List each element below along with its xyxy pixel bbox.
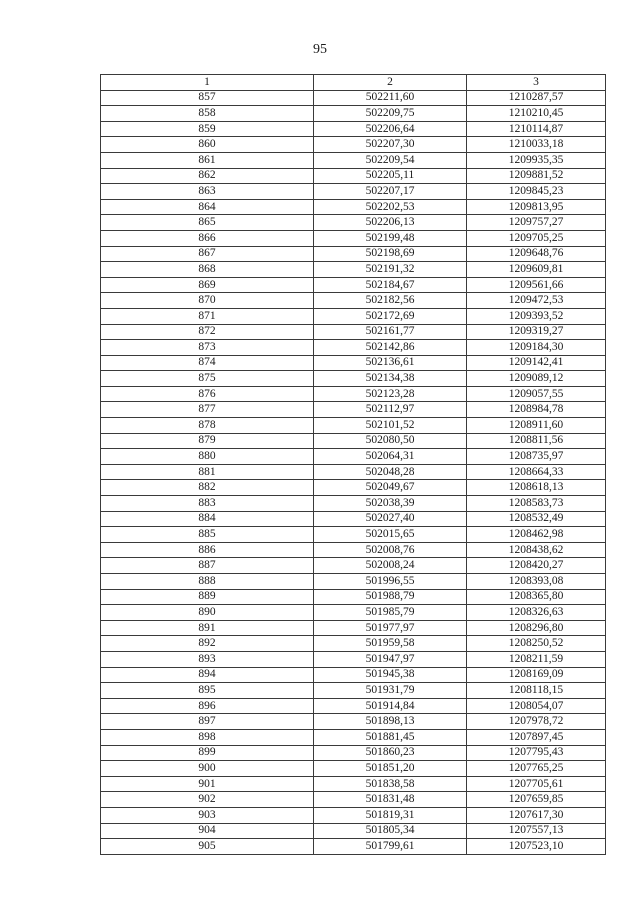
x-coordinate-cell: 501831,48: [314, 792, 467, 808]
point-number-cell: 901: [101, 776, 314, 792]
table-row: [101, 745, 606, 761]
y-coordinate-cell: 1207705,61: [467, 776, 606, 792]
table-row: [101, 324, 606, 340]
x-coordinate-cell: 502209,54: [314, 152, 467, 168]
header-column-3: 3: [467, 75, 606, 91]
y-coordinate-cell: 1208984,78: [467, 402, 606, 418]
y-coordinate-cell: 1208664,33: [467, 464, 606, 480]
y-coordinate-cell: 1209057,55: [467, 386, 606, 402]
x-coordinate-cell: 502008,24: [314, 558, 467, 574]
y-coordinate-cell: 1207557,13: [467, 823, 606, 839]
y-coordinate-cell: 1208296,80: [467, 620, 606, 636]
table-row: [101, 262, 606, 278]
table-row: [101, 433, 606, 449]
y-coordinate-cell: 1208583,73: [467, 496, 606, 512]
point-number-cell: 887: [101, 558, 314, 574]
table-row: [101, 823, 606, 839]
point-number-cell: 903: [101, 807, 314, 823]
y-coordinate-cell: 1208326,63: [467, 605, 606, 621]
x-coordinate-cell: 502184,67: [314, 277, 467, 293]
x-coordinate-cell: 502112,97: [314, 402, 467, 418]
point-number-cell: 870: [101, 293, 314, 309]
header-column-1: 1: [101, 75, 314, 91]
table-row: [101, 137, 606, 153]
table-row: [101, 574, 606, 590]
table-row: [101, 230, 606, 246]
x-coordinate-cell: 501988,79: [314, 589, 467, 605]
header-row: [101, 75, 606, 91]
point-number-cell: 871: [101, 308, 314, 324]
y-coordinate-cell: 1209142,41: [467, 355, 606, 371]
x-coordinate-cell: 502198,69: [314, 246, 467, 262]
table-row: [101, 121, 606, 137]
point-number-cell: 899: [101, 745, 314, 761]
x-coordinate-cell: 502123,28: [314, 386, 467, 402]
x-coordinate-cell: 502008,76: [314, 542, 467, 558]
table-row: [101, 246, 606, 262]
y-coordinate-cell: 1209472,53: [467, 293, 606, 309]
header-column-2: 2: [314, 75, 467, 91]
table-row: [101, 418, 606, 434]
y-coordinate-cell: 1208054,07: [467, 698, 606, 714]
table-row: [101, 449, 606, 465]
point-number-cell: 889: [101, 589, 314, 605]
point-number-cell: 904: [101, 823, 314, 839]
y-coordinate-cell: 1207795,43: [467, 745, 606, 761]
point-number-cell: 883: [101, 496, 314, 512]
point-number-cell: 892: [101, 636, 314, 652]
point-number-cell: 866: [101, 230, 314, 246]
point-number-cell: 859: [101, 121, 314, 137]
table-row: [101, 106, 606, 122]
table-row: [101, 761, 606, 777]
point-number-cell: 893: [101, 651, 314, 667]
point-number-cell: 905: [101, 839, 314, 855]
point-number-cell: 860: [101, 137, 314, 153]
table-row: [101, 480, 606, 496]
point-number-cell: 886: [101, 542, 314, 558]
y-coordinate-cell: 1208811,56: [467, 433, 606, 449]
x-coordinate-cell: 501898,13: [314, 714, 467, 730]
y-coordinate-cell: 1209184,30: [467, 340, 606, 356]
point-number-cell: 872: [101, 324, 314, 340]
point-number-cell: 900: [101, 761, 314, 777]
table-row: [101, 184, 606, 200]
table-row: [101, 698, 606, 714]
point-number-cell: 864: [101, 199, 314, 215]
x-coordinate-cell: 501977,97: [314, 620, 467, 636]
point-number-cell: 874: [101, 355, 314, 371]
point-number-cell: 888: [101, 574, 314, 590]
y-coordinate-cell: 1209757,27: [467, 215, 606, 231]
point-number-cell: 885: [101, 527, 314, 543]
point-number-cell: 894: [101, 667, 314, 683]
y-coordinate-cell: 1208250,52: [467, 636, 606, 652]
x-coordinate-cell: 502048,28: [314, 464, 467, 480]
x-coordinate-cell: 502207,17: [314, 184, 467, 200]
y-coordinate-cell: 1207617,30: [467, 807, 606, 823]
table-row: [101, 402, 606, 418]
x-coordinate-cell: 502101,52: [314, 418, 467, 434]
x-coordinate-cell: 501881,45: [314, 729, 467, 745]
point-number-cell: 882: [101, 480, 314, 496]
y-coordinate-cell: 1209813,95: [467, 199, 606, 215]
x-coordinate-cell: 502202,53: [314, 199, 467, 215]
x-coordinate-cell: 502191,32: [314, 262, 467, 278]
y-coordinate-cell: 1208911,60: [467, 418, 606, 434]
table-row: [101, 714, 606, 730]
x-coordinate-cell: 502134,38: [314, 371, 467, 387]
x-coordinate-cell: 501914,84: [314, 698, 467, 714]
x-coordinate-cell: 502209,75: [314, 106, 467, 122]
point-number-cell: 896: [101, 698, 314, 714]
table-body: [101, 90, 606, 854]
x-coordinate-cell: 502136,61: [314, 355, 467, 371]
table-header: [101, 75, 606, 91]
y-coordinate-cell: 1209561,66: [467, 277, 606, 293]
x-coordinate-cell: 502206,13: [314, 215, 467, 231]
table-row: [101, 371, 606, 387]
y-coordinate-cell: 1209648,76: [467, 246, 606, 262]
y-coordinate-cell: 1209845,23: [467, 184, 606, 200]
table-row: [101, 168, 606, 184]
x-coordinate-cell: 502080,50: [314, 433, 467, 449]
x-coordinate-cell: 501959,58: [314, 636, 467, 652]
table-row: [101, 293, 606, 309]
table-row: [101, 340, 606, 356]
x-coordinate-cell: 501819,31: [314, 807, 467, 823]
point-number-cell: 857: [101, 90, 314, 106]
table-row: [101, 807, 606, 823]
y-coordinate-cell: 1209881,52: [467, 168, 606, 184]
table-row: [101, 199, 606, 215]
point-number-cell: 865: [101, 215, 314, 231]
y-coordinate-cell: 1209609,81: [467, 262, 606, 278]
x-coordinate-cell: 501985,79: [314, 605, 467, 621]
y-coordinate-cell: 1208735,97: [467, 449, 606, 465]
table-row: [101, 527, 606, 543]
point-number-cell: 878: [101, 418, 314, 434]
y-coordinate-cell: 1208118,15: [467, 683, 606, 699]
y-coordinate-cell: 1210287,57: [467, 90, 606, 106]
point-number-cell: 880: [101, 449, 314, 465]
y-coordinate-cell: 1210033,18: [467, 137, 606, 153]
y-coordinate-cell: 1209393,52: [467, 308, 606, 324]
x-coordinate-cell: 502206,64: [314, 121, 467, 137]
table-row: [101, 542, 606, 558]
point-number-cell: 861: [101, 152, 314, 168]
point-number-cell: 876: [101, 386, 314, 402]
x-coordinate-cell: 502027,40: [314, 511, 467, 527]
table-row: [101, 667, 606, 683]
table-row: [101, 496, 606, 512]
table-row: [101, 776, 606, 792]
table-row: [101, 355, 606, 371]
x-coordinate-cell: 502161,77: [314, 324, 467, 340]
point-number-cell: 890: [101, 605, 314, 621]
x-coordinate-cell: 502205,11: [314, 168, 467, 184]
y-coordinate-cell: 1207978,72: [467, 714, 606, 730]
y-coordinate-cell: 1208532,49: [467, 511, 606, 527]
point-number-cell: 858: [101, 106, 314, 122]
point-number-cell: 869: [101, 277, 314, 293]
table-row: [101, 152, 606, 168]
table-row: [101, 308, 606, 324]
y-coordinate-cell: 1208393,08: [467, 574, 606, 590]
y-coordinate-cell: 1207765,25: [467, 761, 606, 777]
point-number-cell: 879: [101, 433, 314, 449]
x-coordinate-cell: 502142,86: [314, 340, 467, 356]
y-coordinate-cell: 1208618,13: [467, 480, 606, 496]
table-row: [101, 215, 606, 231]
y-coordinate-cell: 1207523,10: [467, 839, 606, 855]
x-coordinate-cell: 502182,56: [314, 293, 467, 309]
x-coordinate-cell: 501805,34: [314, 823, 467, 839]
point-number-cell: 902: [101, 792, 314, 808]
table-row: [101, 636, 606, 652]
table-row: [101, 464, 606, 480]
point-number-cell: 884: [101, 511, 314, 527]
x-coordinate-cell: 501996,55: [314, 574, 467, 590]
table-row: [101, 277, 606, 293]
point-number-cell: 891: [101, 620, 314, 636]
table-row: [101, 605, 606, 621]
table-row: [101, 683, 606, 699]
y-coordinate-cell: 1208420,27: [467, 558, 606, 574]
x-coordinate-cell: 501851,20: [314, 761, 467, 777]
y-coordinate-cell: 1210114,87: [467, 121, 606, 137]
y-coordinate-cell: 1208462,98: [467, 527, 606, 543]
table-row: [101, 651, 606, 667]
point-number-cell: 868: [101, 262, 314, 278]
point-number-cell: 877: [101, 402, 314, 418]
page-number: 95: [313, 42, 327, 57]
table-row: [101, 90, 606, 106]
y-coordinate-cell: 1207659,85: [467, 792, 606, 808]
x-coordinate-cell: 502015,65: [314, 527, 467, 543]
x-coordinate-cell: 501931,79: [314, 683, 467, 699]
point-number-cell: 863: [101, 184, 314, 200]
x-coordinate-cell: 501860,23: [314, 745, 467, 761]
point-number-cell: 898: [101, 729, 314, 745]
y-coordinate-cell: 1208169,09: [467, 667, 606, 683]
x-coordinate-cell: 502049,67: [314, 480, 467, 496]
table-row: [101, 729, 606, 745]
point-number-cell: 881: [101, 464, 314, 480]
x-coordinate-cell: 502207,30: [314, 137, 467, 153]
y-coordinate-cell: 1208365,80: [467, 589, 606, 605]
y-coordinate-cell: 1207897,45: [467, 729, 606, 745]
y-coordinate-cell: 1209705,25: [467, 230, 606, 246]
coordinates-table: [100, 74, 606, 855]
point-number-cell: 862: [101, 168, 314, 184]
y-coordinate-cell: 1210210,45: [467, 106, 606, 122]
point-number-cell: 895: [101, 683, 314, 699]
table-row: [101, 620, 606, 636]
point-number-cell: 873: [101, 340, 314, 356]
x-coordinate-cell: 501947,97: [314, 651, 467, 667]
point-number-cell: 875: [101, 371, 314, 387]
x-coordinate-cell: 502172,69: [314, 308, 467, 324]
point-number-cell: 867: [101, 246, 314, 262]
y-coordinate-cell: 1209319,27: [467, 324, 606, 340]
point-number-cell: 897: [101, 714, 314, 730]
y-coordinate-cell: 1208211,59: [467, 651, 606, 667]
x-coordinate-cell: 501799,61: [314, 839, 467, 855]
x-coordinate-cell: 502199,48: [314, 230, 467, 246]
table-row: [101, 839, 606, 855]
x-coordinate-cell: 501945,38: [314, 667, 467, 683]
y-coordinate-cell: 1209935,35: [467, 152, 606, 168]
y-coordinate-cell: 1209089,12: [467, 371, 606, 387]
x-coordinate-cell: 501838,58: [314, 776, 467, 792]
table-row: [101, 792, 606, 808]
y-coordinate-cell: 1208438,62: [467, 542, 606, 558]
x-coordinate-cell: 502064,31: [314, 449, 467, 465]
x-coordinate-cell: 502211,60: [314, 90, 467, 106]
table-row: [101, 386, 606, 402]
table-row: [101, 511, 606, 527]
table-row: [101, 589, 606, 605]
table-row: [101, 558, 606, 574]
x-coordinate-cell: 502038,39: [314, 496, 467, 512]
